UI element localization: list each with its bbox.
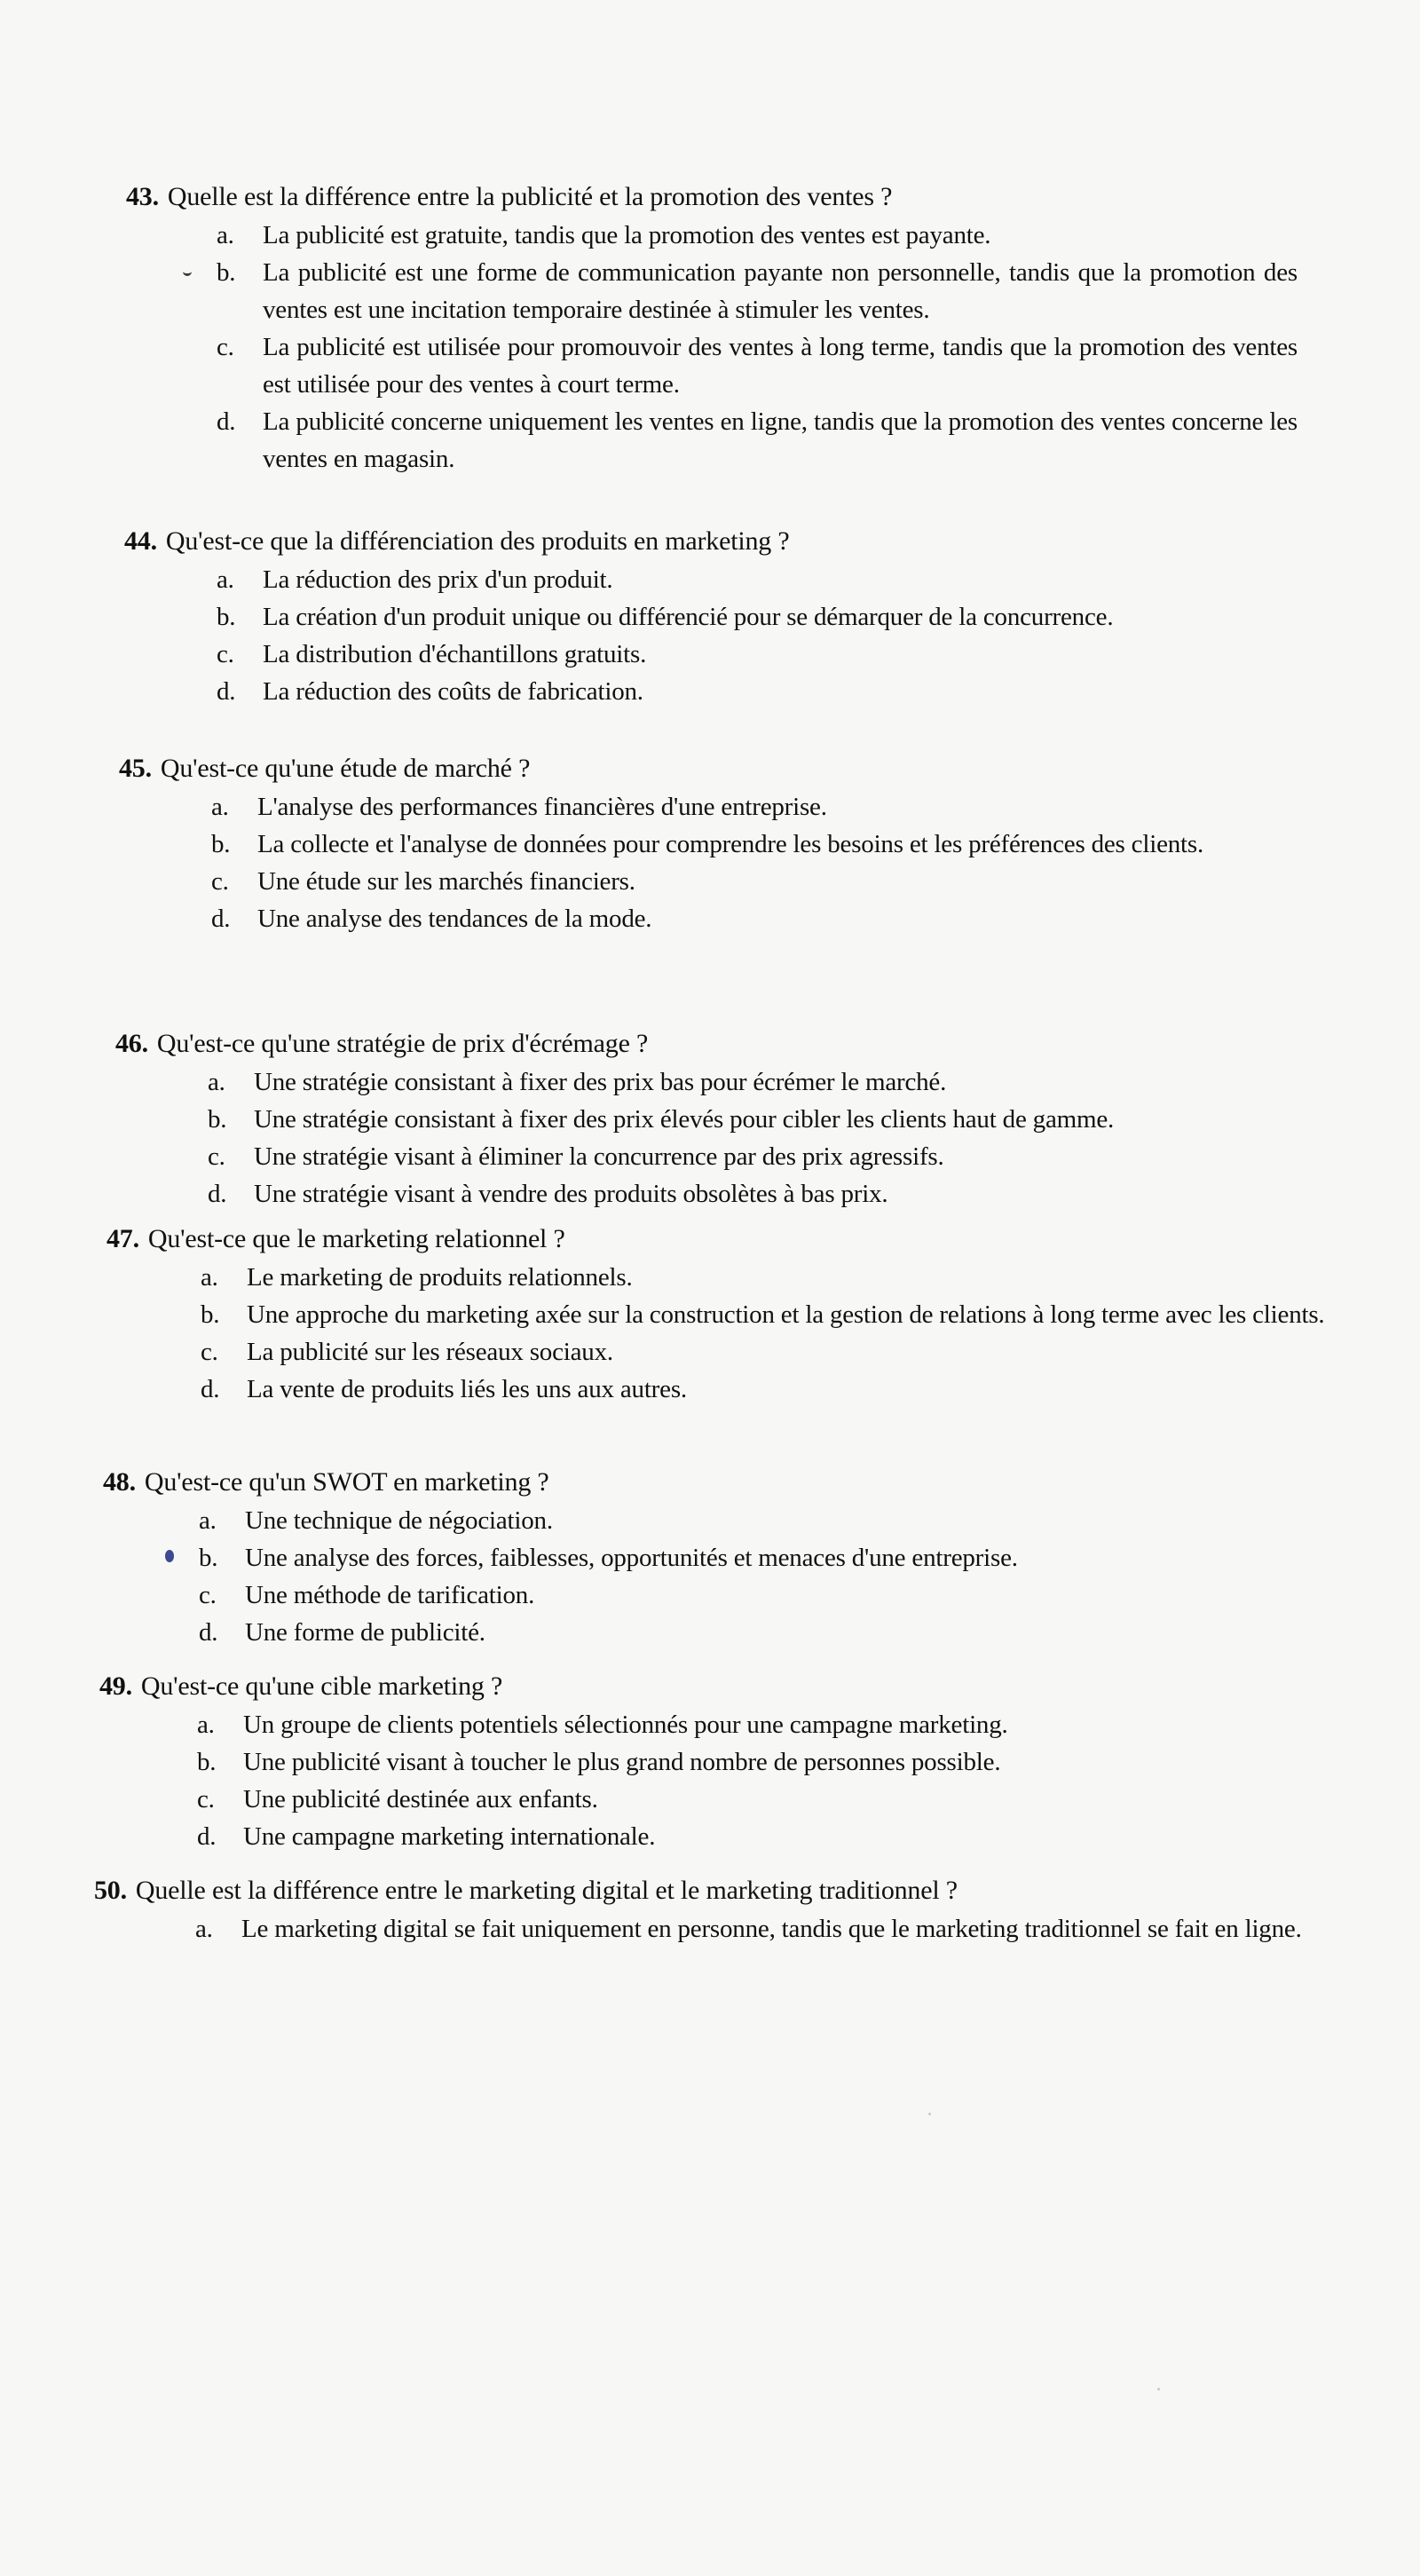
question-number: 49. — [99, 1671, 132, 1701]
option-list — [217, 217, 1298, 478]
tick-mark-icon — [183, 266, 192, 276]
question-text: Qu'est-ce que la différenciation des produits en marketing ? — [165, 526, 790, 556]
option-letter: b. — [217, 603, 236, 631]
option-letter: a. — [199, 1506, 217, 1535]
option-list — [201, 1259, 1328, 1408]
option-a — [208, 1063, 1326, 1101]
option-letter: d. — [199, 1618, 218, 1647]
question-number: 48. — [103, 1467, 136, 1497]
option-a — [199, 1502, 1328, 1539]
option-letter: d. — [217, 677, 236, 706]
option-text: La création d'un produit unique ou différencié pour se démarquer de la concurrence. — [263, 603, 1114, 631]
option-d — [211, 900, 1314, 937]
option-a — [195, 1910, 1354, 1948]
option-c — [208, 1138, 1326, 1175]
option-letter: a. — [208, 1068, 225, 1096]
question-50 — [94, 1873, 1354, 1948]
question-text: Qu'est-ce qu'un SWOT en marketing ? — [144, 1467, 549, 1497]
option-list — [195, 1910, 1354, 1948]
option-letter: b. — [201, 1300, 220, 1329]
option-letter: c. — [199, 1581, 217, 1609]
option-a — [201, 1259, 1328, 1296]
option-text: Une campagne marketing internationale. — [243, 1822, 656, 1851]
question-49 — [99, 1669, 1328, 1855]
question-number: 44. — [124, 526, 157, 556]
option-text: La vente de produits liés les uns aux autres. — [247, 1375, 687, 1403]
option-letter: c. — [197, 1785, 215, 1813]
option-letter: d. — [197, 1822, 217, 1851]
option-text: Une publicité destinée aux enfants. — [243, 1785, 598, 1813]
option-text: La distribution d'échantillons gratuits. — [263, 640, 647, 668]
option-c — [197, 1781, 1328, 1818]
question-number: 43. — [126, 182, 159, 211]
option-text: Une technique de négociation. — [245, 1506, 553, 1535]
option-text: Une analyse des forces, faiblesses, opportunités et menaces d'une entreprise. — [245, 1544, 1018, 1572]
option-c — [199, 1576, 1328, 1614]
question-44 — [124, 524, 1305, 710]
scan-speck — [928, 2113, 931, 2115]
question-number: 45. — [119, 754, 152, 783]
option-text: Une méthode de tarification. — [245, 1581, 535, 1609]
option-letter: c. — [211, 867, 229, 896]
question-text: Qu'est-ce qu'une étude de marché ? — [160, 754, 531, 783]
question-47 — [106, 1221, 1328, 1408]
option-c — [211, 863, 1314, 900]
option-b — [217, 598, 1305, 636]
option-list — [217, 561, 1305, 710]
option-letter: d. — [211, 905, 231, 933]
option-letter: c. — [217, 640, 234, 668]
option-text: Le marketing de produits relationnels. — [247, 1263, 633, 1292]
question-45 — [119, 751, 1314, 937]
question-46 — [115, 1026, 1326, 1213]
option-letter: c. — [208, 1142, 225, 1171]
question-number: 46. — [115, 1029, 148, 1058]
option-list — [197, 1706, 1328, 1855]
question-text: Quelle est la différence entre la publicité et la promotion des ventes ? — [167, 182, 893, 211]
option-letter: b. — [208, 1105, 227, 1134]
option-text: Une analyse des tendances de la mode. — [257, 905, 652, 933]
option-text: La réduction des coûts de fabrication. — [263, 677, 643, 706]
option-letter: d. — [201, 1375, 220, 1403]
scan-speck — [1157, 2388, 1160, 2390]
option-letter: a. — [201, 1263, 218, 1292]
option-text: La publicité concerne uniquement les ventes en ligne, tandis que la promotion des ventes concerne les ventes en magasin. — [263, 407, 1298, 473]
option-b — [208, 1101, 1326, 1138]
option-d — [208, 1175, 1326, 1213]
option-letter: a. — [211, 793, 229, 821]
option-text: Une étude sur les marchés financiers. — [257, 867, 635, 896]
option-c — [217, 328, 1298, 403]
option-text: Une stratégie visant à éliminer la concurrence par des prix agressifs. — [254, 1142, 944, 1171]
option-b — [199, 1539, 1328, 1576]
option-text: La réduction des prix d'un produit. — [263, 565, 613, 594]
option-text: La publicité est utilisée pour promouvoir des ventes à long terme, tandis que la promotion des ventes est utilisée pour des ventes à court terme. — [263, 333, 1298, 399]
option-a — [217, 561, 1305, 598]
option-text: Une stratégie consistant à fixer des prix bas pour écrémer le marché. — [254, 1068, 947, 1096]
option-text: La publicité est gratuite, tandis que la promotion des ventes est payante. — [263, 221, 991, 249]
option-text: Un groupe de clients potentiels sélectionnés pour une campagne marketing. — [243, 1711, 1008, 1739]
option-letter: d. — [217, 407, 236, 436]
option-b — [211, 826, 1314, 863]
option-list — [211, 788, 1314, 937]
question-text: Qu'est-ce qu'une cible marketing ? — [140, 1671, 503, 1701]
option-d — [201, 1371, 1328, 1408]
question-text: Qu'est-ce qu'une stratégie de prix d'écrémage ? — [156, 1029, 649, 1058]
option-c — [217, 636, 1305, 673]
option-text: Une forme de publicité. — [245, 1618, 485, 1647]
option-letter: a. — [217, 565, 234, 594]
option-list — [199, 1502, 1328, 1651]
option-letter: b. — [199, 1544, 218, 1572]
option-b — [217, 254, 1298, 328]
option-c — [201, 1333, 1328, 1371]
option-letter: a. — [217, 221, 234, 249]
option-text: La publicité sur les réseaux sociaux. — [247, 1338, 613, 1366]
option-b — [197, 1743, 1328, 1781]
dot-mark-icon — [165, 1550, 174, 1562]
option-list — [208, 1063, 1326, 1213]
option-letter: a. — [197, 1711, 215, 1739]
question-text: Qu'est-ce que le marketing relationnel ? — [147, 1224, 565, 1253]
option-letter: b. — [211, 830, 231, 858]
question-43 — [126, 179, 1298, 478]
option-letter: b. — [197, 1748, 217, 1776]
option-text: Une stratégie consistant à fixer des prix élevés pour cibler les clients haut de gamme. — [254, 1105, 1115, 1134]
option-d — [217, 403, 1298, 478]
option-text: Le marketing digital se fait uniquement en personne, tandis que le marketing traditionnel se fait en ligne. — [241, 1915, 1302, 1943]
option-d — [199, 1614, 1328, 1651]
option-letter: b. — [217, 258, 236, 287]
question-number: 50. — [94, 1876, 127, 1905]
option-text: La collecte et l'analyse de données pour comprendre les besoins et les préférences des clients. — [257, 830, 1204, 858]
option-letter: a. — [195, 1915, 213, 1943]
option-d — [217, 673, 1305, 710]
option-a — [197, 1706, 1328, 1743]
question-number: 47. — [106, 1224, 139, 1253]
option-a — [217, 217, 1298, 254]
question-48 — [103, 1465, 1328, 1651]
question-text: Quelle est la différence entre le marketing digital et le marketing traditionnel ? — [135, 1876, 958, 1905]
option-text: Une stratégie visant à vendre des produits obsolètes à bas prix. — [254, 1180, 888, 1208]
option-text: Une approche du marketing axée sur la construction et la gestion de relations à long terme avec les clients. — [247, 1300, 1325, 1329]
option-letter: d. — [208, 1180, 227, 1208]
option-text: L'analyse des performances financières d'une entreprise. — [257, 793, 827, 821]
option-a — [211, 788, 1314, 826]
option-text: La publicité est une forme de communication payante non personnelle, tandis que la promotion des ventes est une incitation temporaire destinée à stimuler les ventes. — [263, 258, 1298, 324]
option-b — [201, 1296, 1328, 1333]
option-text: Une publicité visant à toucher le plus grand nombre de personnes possible. — [243, 1748, 1001, 1776]
option-letter: c. — [217, 333, 234, 361]
option-d — [197, 1818, 1328, 1855]
option-letter: c. — [201, 1338, 218, 1366]
